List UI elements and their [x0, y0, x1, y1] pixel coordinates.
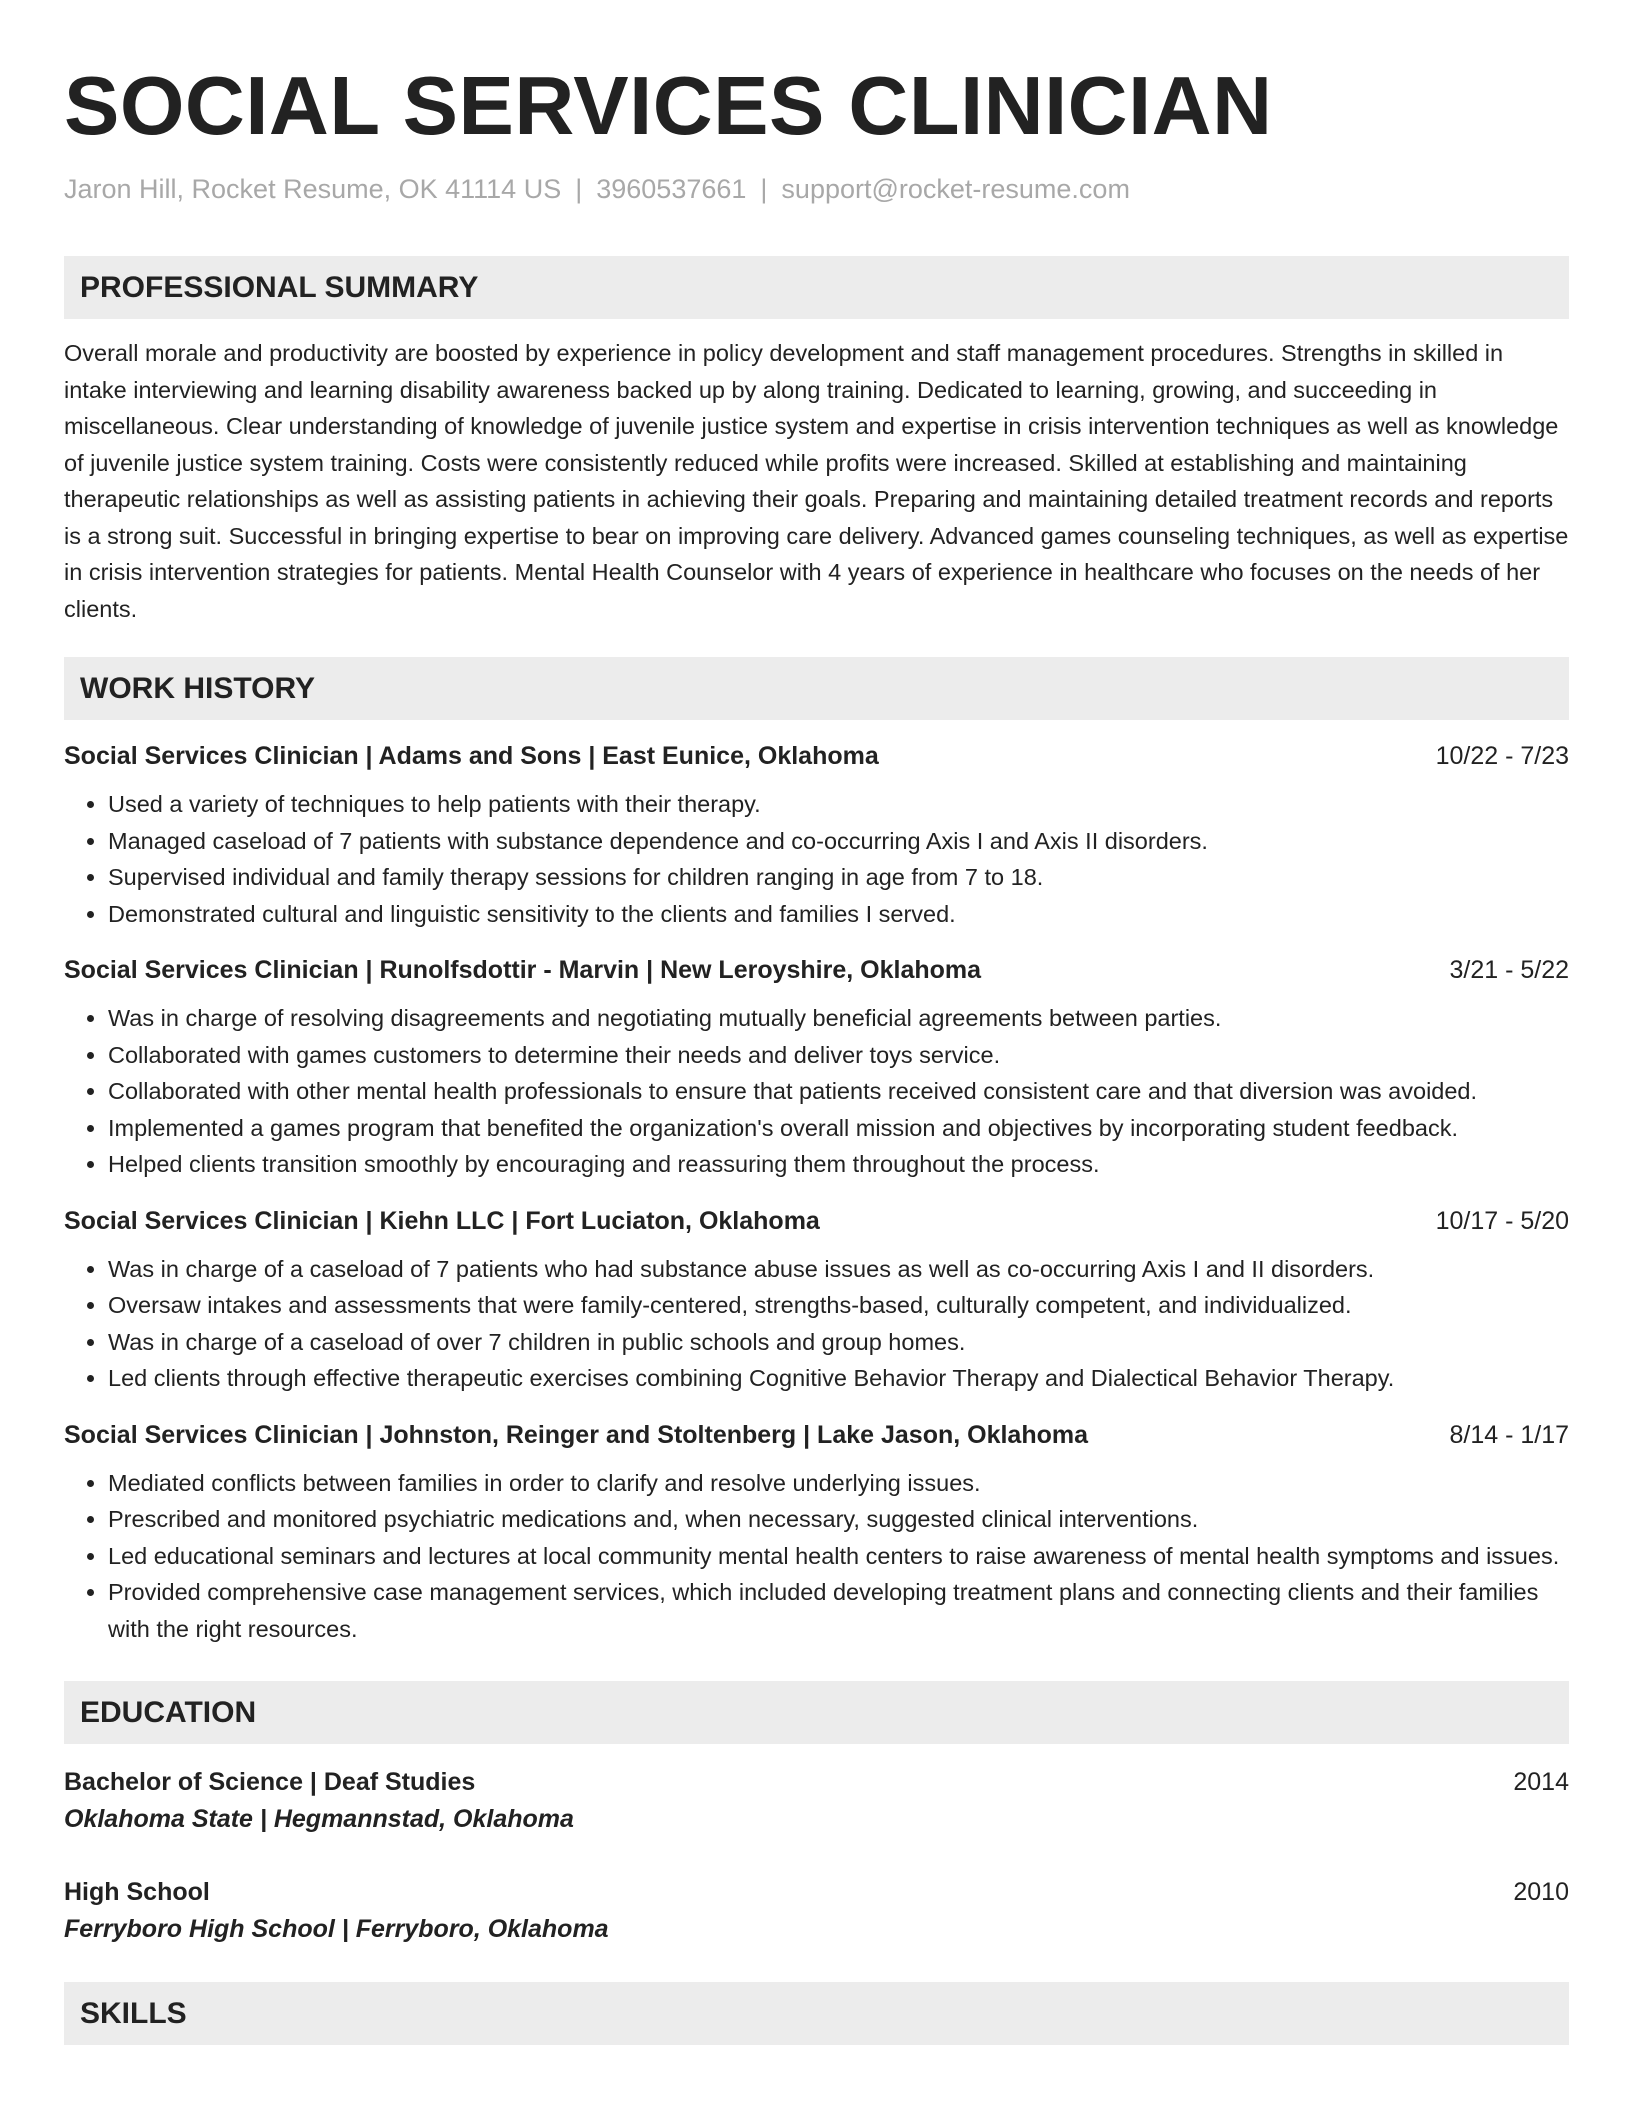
job-bullet: • Mediated conflicts between families in order to clarify and resolve underlying issues.	[108, 1465, 1569, 1502]
job-bullet: • Used a variety of techniques to help patients with their therapy.	[108, 786, 1569, 823]
job-bullet: • Helped clients transition smoothly by encouraging and reassuring them throughout the process.	[108, 1146, 1569, 1183]
job-bullet: • Demonstrated cultural and linguistic sensitivity to the clients and families I served.	[108, 896, 1569, 933]
education-year: 2014	[1513, 1768, 1569, 1796]
job-bullet: • Implemented a games program that benefited the organization's overall mission and objectives by incorporating student feedback.	[108, 1110, 1569, 1147]
contact-separator: |	[760, 174, 768, 204]
section-heading-skills: SKILLS	[64, 1982, 1569, 2045]
contact-separator: |	[575, 174, 583, 204]
job-bullet: • Oversaw intakes and assessments that were family-centered, strengths-based, culturally competent, and individualized.	[108, 1287, 1569, 1324]
section-heading-work-history: WORK HISTORY	[64, 657, 1569, 720]
job-dates: 10/17 - 5/20	[1435, 1206, 1569, 1235]
job-entry	[64, 1419, 1569, 1648]
job-header	[64, 1205, 1569, 1237]
education-entry	[64, 1764, 1569, 1838]
job-bullet: • Collaborated with other mental health professionals to ensure that patients received consistent care and that diversion was avoided.	[108, 1073, 1569, 1110]
job-bullet: • Provided comprehensive case management services, which included developing treatment plans and connecting clients and their families with the right resources.	[108, 1574, 1569, 1647]
job-bullets	[64, 1465, 1569, 1648]
job-dates: 10/22 - 7/23	[1435, 742, 1569, 770]
job-entry	[64, 740, 1569, 932]
section-heading-summary: PROFESSIONAL SUMMARY	[64, 256, 1569, 319]
job-bullet: • Managed caseload of 7 patients with substance dependence and co-occurring Axis I and Axis II disorders.	[108, 823, 1569, 860]
contact-phone: 3960537661	[596, 174, 747, 204]
job-title: Social Services Clinician | Adams and Sons | East Eunice, Oklahoma	[64, 742, 879, 770]
summary-text: Overall morale and productivity are boosted by experience in policy development and staff management procedures. Strengths in skilled in intake interviewing and learning disability awareness backed up by along training. Dedicated to learning, growing, and succeeding in miscellaneous. Clear understanding of knowledge of juvenile justice system and expertise in crisis intervention techniques as well as knowledge of juvenile justice system training. Costs were consistently reduced while profits were increased. Skilled at establishing and maintaining therapeutic relationships as well as assisting patients in achieving their goals. Preparing and maintaining detailed treatment records and reports is a strong suit. Successful in bringing expertise to bear on improving care delivery. Advanced games counseling techniques, as well as expertise in crisis intervention strategies for patients. Mental Health Counselor with 4 years of experience in healthcare who focuses on the needs of her clients.	[64, 340, 1569, 622]
education-degree: Bachelor of Science | Deaf Studies	[64, 1768, 476, 1796]
education-school: Ferryboro High School | Ferryboro, Oklahoma	[64, 1915, 609, 1943]
resume-title: SOCIAL SERVICES CLINICIAN	[64, 59, 1273, 152]
job-header	[64, 1419, 1569, 1451]
job-bullets	[64, 1251, 1569, 1397]
job-bullet: • Collaborated with games customers to determine their needs and deliver toys service.	[108, 1037, 1569, 1074]
education-header	[64, 1874, 1569, 1910]
education-header	[64, 1764, 1569, 1800]
job-header	[64, 954, 1569, 986]
job-bullet: • Was in charge of resolving disagreements and negotiating mutually beneficial agreements between parties.	[108, 1000, 1569, 1037]
job-title: Social Services Clinician | Johnston, Reinger and Stoltenberg | Lake Jason, Oklahoma	[64, 1420, 1088, 1449]
job-entry	[64, 1205, 1569, 1397]
job-bullets	[64, 1000, 1569, 1183]
job-header	[64, 740, 1569, 772]
job-title: Social Services Clinician | Kiehn LLC | Fort Luciaton, Oklahoma	[64, 1206, 820, 1235]
job-dates: 3/21 - 5/22	[1449, 956, 1569, 984]
education-entry	[64, 1874, 1569, 1948]
job-bullet: • Was in charge of a caseload of 7 patients who had substance abuse issues as well as co-occurring Axis I and II disorders.	[108, 1251, 1569, 1288]
job-bullet: • Supervised individual and family therapy sessions for children ranging in age from 7 to 18.	[108, 859, 1569, 896]
job-bullet: • Prescribed and monitored psychiatric medications and, when necessary, suggested clinical interventions.	[108, 1501, 1569, 1538]
job-bullets	[64, 786, 1569, 932]
education-school: Oklahoma State | Hegmannstad, Oklahoma	[64, 1805, 574, 1833]
contact-line	[64, 172, 1569, 206]
job-bullet: • Was in charge of a caseload of over 7 children in public schools and group homes.	[108, 1324, 1569, 1361]
contact-email: support@rocket-resume.com	[781, 174, 1130, 204]
section-heading-education: EDUCATION	[64, 1681, 1569, 1744]
education-year: 2010	[1513, 1878, 1569, 1906]
job-title: Social Services Clinician | Runolfsdottir - Marvin | New Leroyshire, Oklahoma	[64, 956, 982, 984]
job-entry	[64, 954, 1569, 1183]
contact-address: Jaron Hill, Rocket Resume, OK 41114 US	[64, 174, 562, 204]
education-degree: High School	[64, 1878, 210, 1906]
job-bullet: • Led educational seminars and lectures at local community mental health centers to raise awareness of mental health symptoms and issues.	[108, 1538, 1569, 1575]
job-dates: 8/14 - 1/17	[1449, 1420, 1569, 1449]
job-bullet: • Led clients through effective therapeutic exercises combining Cognitive Behavior Therapy and Dialectical Behavior Therapy.	[108, 1360, 1569, 1397]
